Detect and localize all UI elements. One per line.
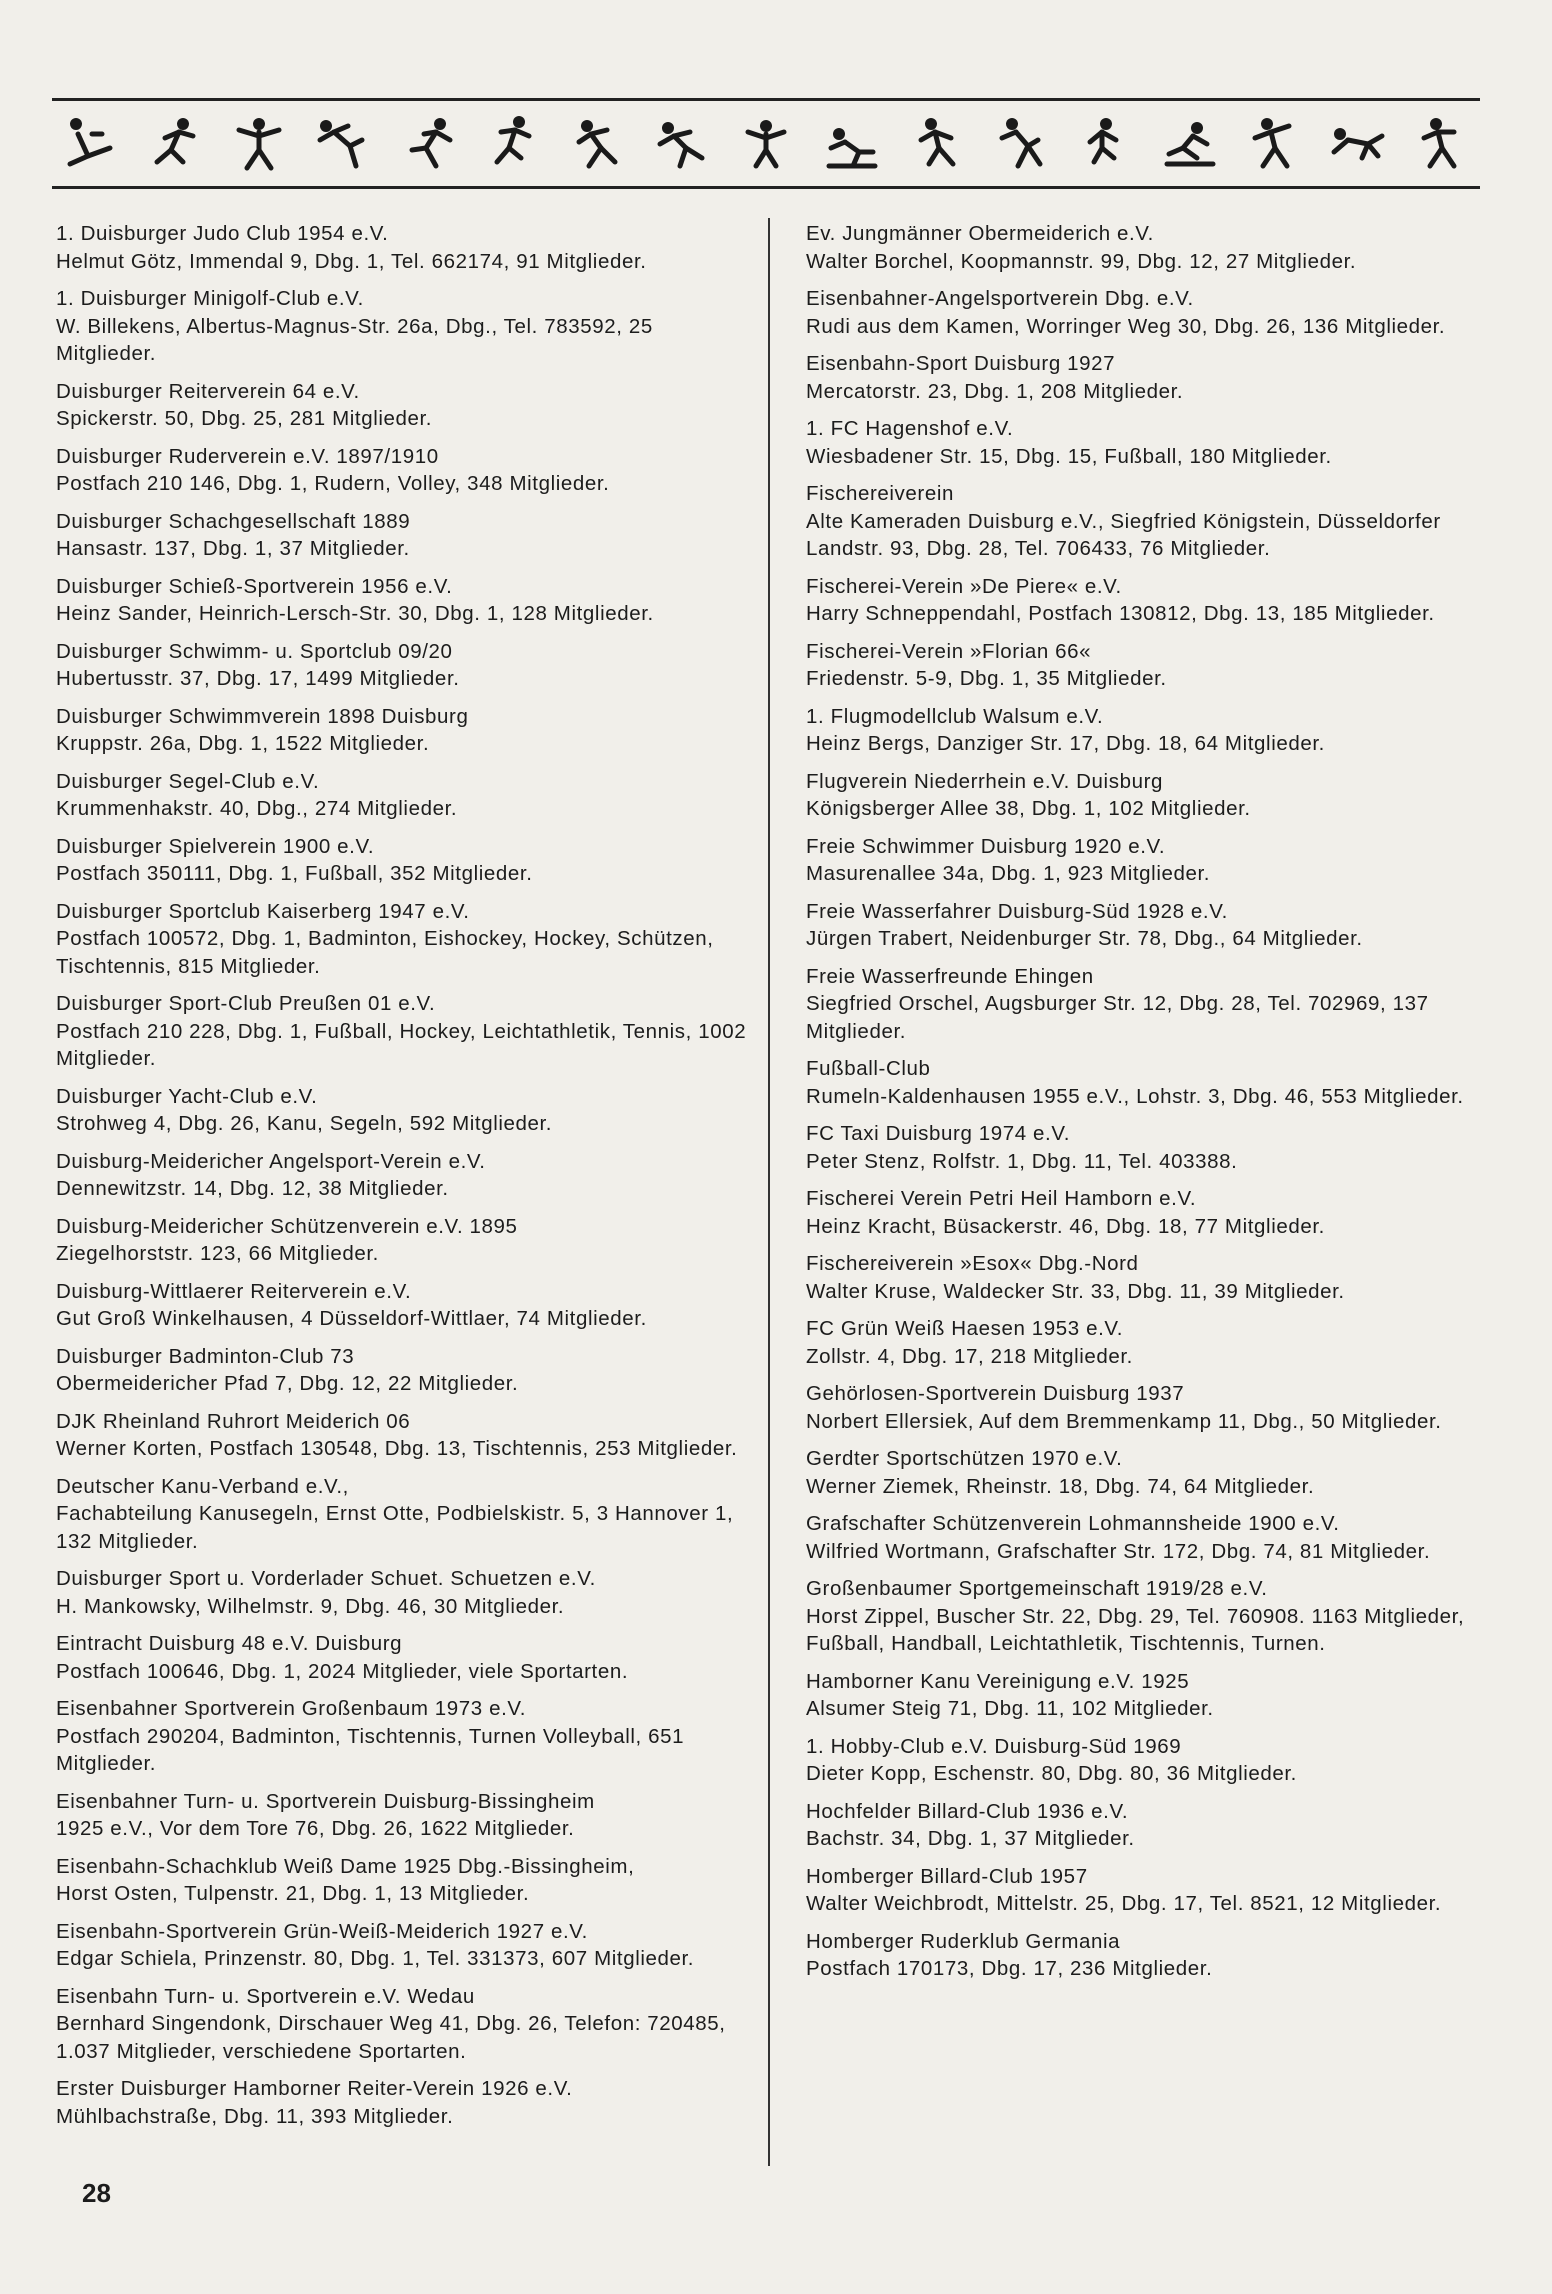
club-name: Hochfelder Billard-Club 1936 e.V. (806, 1799, 1129, 1823)
club-details: Alsumer Steig 71, Dbg. 11, 102 Mitglieder. (806, 1697, 1214, 1720)
club-details: Strohweg 4, Dbg. 26, Kanu, Segeln, 592 Mitglieder. (56, 1112, 553, 1135)
club-name: Grafschafter Schützenverein Lohmannsheide 1900 e.V. (806, 1512, 1340, 1535)
weightlifting-icon (734, 114, 798, 174)
club-entry (806, 285, 1498, 340)
column-divider (768, 218, 770, 2166)
sailing-icon (1157, 114, 1221, 174)
club-name: Eisenbahn Turn- u. Sportverein e.V. Wedau (56, 1984, 475, 2008)
club-entry (56, 990, 752, 1073)
club-entry (56, 833, 752, 888)
club-details: Werner Korten, Postfach 130548, Dbg. 13, Tischtennis, 253 Mitglieder. (56, 1437, 738, 1460)
club-entry (806, 1575, 1498, 1658)
club-details: Zollstr. 4, Dbg. 17, 218 Mitglieder. (806, 1344, 1133, 1368)
club-entry (56, 1983, 752, 2066)
club-details: Krummenhakstr. 40, Dbg., 274 Mitglieder. (56, 797, 458, 820)
club-entry (806, 1928, 1498, 1983)
club-details: Wiesbadener Str. 15, Dbg. 15, Fußball, 180 Mitglieder. (806, 444, 1332, 468)
club-entry (806, 1445, 1498, 1500)
club-name: Fischerei-Verein »Florian 66« (806, 639, 1092, 663)
club-entry (56, 1565, 752, 1620)
club-entry (56, 1473, 752, 1556)
club-name: Duisburg-Meidericher Angelsport-Verein e.V. (56, 1149, 486, 1173)
archery-icon (1410, 114, 1474, 174)
club-name: Hamborner Kanu Vereinigung e.V. 1925 (806, 1669, 1190, 1693)
club-name: Duisburger Spielverein 1900 e.V. (56, 834, 375, 858)
club-entry (806, 1250, 1498, 1305)
club-name: 1. Duisburger Judo Club 1954 e.V. (56, 222, 389, 245)
club-details: Hansastr. 137, Dbg. 1, 37 Mitglieder. (56, 537, 410, 560)
club-entry (806, 1668, 1498, 1723)
club-entry (806, 638, 1498, 693)
club-name: Fischerei Verein Petri Heil Hamborn e.V. (806, 1187, 1197, 1210)
club-name: Freie Wasserfahrer Duisburg-Süd 1928 e.V. (806, 899, 1228, 923)
club-name: Eisenbahner-Angelsportverein Dbg. e.V. (806, 287, 1194, 310)
sprint-icon (312, 114, 376, 174)
club-details: Walter Borchel, Koopmannstr. 99, Dbg. 12, 27 Mitglieder. (806, 249, 1357, 273)
club-details: Spickerstr. 50, Dbg. 25, 281 Mitglieder. (56, 407, 433, 430)
cycling-icon (1072, 114, 1136, 174)
club-name: Freie Schwimmer Duisburg 1920 e.V. (806, 834, 1166, 858)
club-name: FC Grün Weiß Haesen 1953 e.V. (806, 1317, 1124, 1340)
club-name: Eisenbahn-Sport Duisburg 1927 (806, 352, 1116, 375)
club-name: Duisburger Reiterverein 64 e.V. (56, 379, 360, 403)
club-entry (806, 220, 1498, 275)
club-name: Duisburger Ruderverein e.V. 1897/1910 (56, 444, 439, 468)
club-entry (56, 768, 752, 823)
club-name: Duisburger Sport u. Vorderlader Schuet. Schuetzen e.V. (56, 1567, 596, 1590)
club-entry (56, 220, 752, 275)
club-details: Walter Weichbrodt, Mittelstr. 25, Dbg. 17, Tel. 8521, 12 Mitglieder. (806, 1892, 1442, 1915)
club-entry (806, 1055, 1498, 1110)
club-entry (806, 573, 1498, 628)
club-details: Dennewitzstr. 14, Dbg. 12, 38 Mitglieder. (56, 1177, 449, 1200)
club-details: Postfach 210 228, Dbg. 1, Fußball, Hockey, Leichtathletik, Tennis, 1002 Mitglieder. (56, 1019, 747, 1070)
club-name: Duisburger Yacht-Club e.V. (56, 1084, 318, 1108)
fencing-icon (1241, 114, 1305, 174)
club-name: Duisburger Sport-Club Preußen 01 e.V. (56, 992, 436, 1015)
athletics-icon (143, 114, 207, 174)
club-entry (56, 1630, 752, 1685)
club-name: Erster Duisburger Hamborner Reiter-Verein 1926 e.V. (56, 2077, 573, 2100)
club-name: Großenbaumer Sportgemeinschaft 1919/28 e.V. (806, 1577, 1268, 1600)
club-details: Postfach 290204, Badminton, Tischtennis, Turnen Volleyball, 651 Mitglieder. (56, 1724, 685, 1775)
club-details: Heinz Sander, Heinrich-Lersch-Str. 30, Dbg. 1, 128 Mitglieder. (56, 602, 654, 625)
club-name: 1. FC Hagenshof e.V. (806, 417, 1014, 440)
club-details: Bernhard Singendonk, Dirschauer Weg 41, Dbg. 26, Telefon: 720485, 1.037 Mitglieder, verschiedene Sportarten. (56, 2012, 726, 2063)
club-details: Postfach 100646, Dbg. 1, 2024 Mitglieder, viele Sportarten. (56, 1659, 629, 1683)
club-entry (56, 1853, 752, 1908)
equestrian-icon (903, 114, 967, 174)
club-details: Bachstr. 34, Dbg. 1, 37 Mitglieder. (806, 1827, 1135, 1850)
swimming-icon (1326, 114, 1390, 174)
club-name: Eisenbahn-Schachklub Weiß Dame 1925 Dbg.-Bissingheim, (56, 1854, 635, 1878)
club-entry (56, 1278, 752, 1333)
club-entry (56, 1213, 752, 1268)
club-name: Eintracht Duisburg 48 e.V. Duisburg (56, 1632, 403, 1655)
hurdles-icon (396, 114, 460, 174)
club-entry (56, 443, 752, 498)
club-details: Harry Schneppendahl, Postfach 130812, Dbg. 13, 185 Mitglieder. (806, 602, 1435, 625)
club-details: Mühlbachstraße, Dbg. 11, 393 Mitglieder. (56, 2104, 454, 2128)
club-name: Eisenbahner Sportverein Großenbaum 1973 e.V. (56, 1697, 527, 1720)
club-entry (806, 1380, 1498, 1435)
club-name: Ev. Jungmänner Obermeiderich e.V. (806, 222, 1154, 245)
club-name: Fischereiverein »Esox« Dbg.-Nord (806, 1252, 1139, 1275)
judo-icon (58, 114, 122, 174)
club-name: Gehörlosen-Sportverein Duisburg 1937 (806, 1382, 1185, 1405)
sports-pictogram-strip (52, 104, 1480, 184)
club-entry (806, 1863, 1498, 1918)
club-details: Helmut Götz, Immendal 9, Dbg. 1, Tel. 662174, 91 Mitglieder. (56, 249, 647, 273)
club-details: Obermeidericher Pfad 7, Dbg. 12, 22 Mitglieder. (56, 1372, 519, 1395)
club-details: Masurenallee 34a, Dbg. 1, 923 Mitglieder. (806, 862, 1211, 885)
left-column (56, 220, 752, 2140)
club-details: Siegfried Orschel, Augsburger Str. 12, Dbg. 28, Tel. 702969, 137 Mitglieder. (806, 992, 1429, 1043)
club-entry (806, 1510, 1498, 1565)
club-name: DJK Rheinland Ruhrort Meiderich 06 (56, 1409, 411, 1433)
club-name: Flugverein Niederrhein e.V. Duisburg (806, 769, 1163, 793)
club-entry (56, 703, 752, 758)
club-entry (56, 508, 752, 563)
club-details: Mercatorstr. 23, Dbg. 1, 208 Mitglieder. (806, 379, 1184, 403)
basketball-icon (565, 114, 629, 174)
club-entry (806, 350, 1498, 405)
club-entry (56, 573, 752, 628)
club-entry (806, 1120, 1498, 1175)
club-details: Rudi aus dem Kamen, Worringer Weg 30, Dbg. 26, 136 Mitglieder. (806, 314, 1446, 338)
running-icon (650, 114, 714, 174)
club-details: Edgar Schiela, Prinzenstr. 80, Dbg. 1, Tel. 331373, 607 Mitglieder. (56, 1947, 695, 1970)
club-details: Fachabteilung Kanusegeln, Ernst Otte, Podbielskistr. 5, 3 Hannover 1, 132 Mitglieder. (56, 1502, 734, 1553)
club-name: Duisburger Schwimmverein 1898 Duisburg (56, 704, 469, 728)
club-details: Jürgen Trabert, Neidenburger Str. 78, Dbg., 64 Mitglieder. (806, 927, 1363, 950)
page-number: 28 (82, 2178, 111, 2208)
club-details: Ziegelhorststr. 123, 66 Mitglieder. (56, 1242, 379, 1265)
club-name: Eisenbahn-Sportverein Grün-Weiß-Meiderich 1927 e.V. (56, 1919, 588, 1943)
club-name: Fußball-Club (806, 1057, 931, 1080)
club-entry (56, 1343, 752, 1398)
club-name: Homberger Billard-Club 1957 (806, 1864, 1088, 1888)
bottom-rule (52, 186, 1480, 189)
club-entry (56, 2075, 752, 2130)
club-details: Dieter Kopp, Eschenstr. 80, Dbg. 80, 36 Mitglieder. (806, 1762, 1297, 1785)
wrestling-icon (988, 114, 1052, 174)
club-details: Heinz Bergs, Danziger Str. 17, Dbg. 18, 64 Mitglieder. (806, 732, 1325, 755)
club-details: Gut Groß Winkelhausen, 4 Düsseldorf-Wittlaer, 74 Mitglieder. (56, 1307, 647, 1330)
club-details: Horst Osten, Tulpenstr. 21, Dbg. 1, 13 Mitglieder. (56, 1882, 530, 1905)
club-details: Heinz Kracht, Büsackerstr. 46, Dbg. 18, 77 Mitglieder. (806, 1214, 1325, 1238)
club-name: Homberger Ruderklub Germania (806, 1929, 1121, 1953)
club-details: Kruppstr. 26a, Dbg. 1, 1522 Mitglieder. (56, 732, 430, 755)
club-entry (56, 1408, 752, 1463)
club-name: Fischerei-Verein »De Piere« e.V. (806, 574, 1122, 598)
club-details: Horst Zippel, Buscher Str. 22, Dbg. 29, Tel. 760908. 1163 Mitglieder, Fußball, Handball, Leichtathletik, Tischtennis, Turnen. (806, 1604, 1465, 1655)
top-rule (52, 98, 1480, 101)
club-details: Peter Stenz, Rolfstr. 1, Dbg. 11, Tel. 403388. (806, 1149, 1238, 1173)
club-entry (806, 768, 1498, 823)
club-details: Rumeln-Kaldenhausen 1955 e.V., Lohstr. 3, Dbg. 46, 553 Mitglieder. (806, 1084, 1464, 1108)
club-details: Hubertusstr. 37, Dbg. 17, 1499 Mitglieder. (56, 667, 460, 690)
club-name: 1. Duisburger Minigolf-Club e.V. (56, 287, 364, 310)
club-entry (56, 1788, 752, 1843)
club-name: Fischereiverein (806, 482, 954, 505)
club-details: Wilfried Wortmann, Grafschafter Str. 172, Dbg. 74, 81 Mitglieder. (806, 1539, 1431, 1563)
club-details: Postfach 170173, Dbg. 17, 236 Mitglieder. (806, 1957, 1213, 1980)
club-entry (806, 1733, 1498, 1788)
club-name: Gerdter Sportschützen 1970 e.V. (806, 1447, 1123, 1470)
club-entry (806, 1315, 1498, 1370)
club-entry (806, 703, 1498, 758)
club-name: Deutscher Kanu-Verband e.V., (56, 1474, 349, 1498)
club-entry (806, 1798, 1498, 1853)
club-details: H. Mankowsky, Wilhelmstr. 9, Dbg. 46, 30 Mitglieder. (56, 1594, 565, 1618)
club-details: W. Billekens, Albertus-Magnus-Str. 26a, Dbg., Tel. 783592, 25 Mitglieder. (56, 314, 653, 365)
right-column (806, 220, 1498, 1993)
club-details: Norbert Ellersiek, Auf dem Bremmenkamp 11, Dbg., 50 Mitglieder. (806, 1409, 1442, 1433)
club-name: Duisburg-Wittlaerer Reiterverein e.V. (56, 1279, 412, 1303)
club-name: Duisburger Schachgesellschaft 1889 (56, 509, 411, 533)
club-entry (806, 1185, 1498, 1240)
club-entry (56, 1695, 752, 1778)
club-name: Duisburger Segel-Club e.V. (56, 769, 320, 793)
club-name: 1. Flugmodellclub Walsum e.V. (806, 704, 1104, 728)
club-entry (56, 898, 752, 981)
club-entry (806, 963, 1498, 1046)
rowing-icon (819, 114, 883, 174)
club-details: Postfach 210 146, Dbg. 1, Rudern, Volley, 348 Mitglieder. (56, 472, 610, 495)
club-details: 1925 e.V., Vor dem Tore 76, Dbg. 26, 1622 Mitglieder. (56, 1817, 575, 1840)
club-name: Duisburger Schieß-Sportverein 1956 e.V. (56, 574, 453, 598)
club-name: FC Taxi Duisburg 1974 e.V. (806, 1122, 1071, 1145)
club-entry (806, 415, 1498, 470)
club-name: 1. Hobby-Club e.V. Duisburg-Süd 1969 (806, 1734, 1182, 1758)
club-entry (56, 1148, 752, 1203)
club-entry (56, 1083, 752, 1138)
club-name: Freie Wasserfreunde Ehingen (806, 964, 1094, 988)
club-name: Eisenbahner Turn- u. Sportverein Duisburg-Bissingheim (56, 1789, 595, 1813)
football-icon (481, 114, 545, 174)
club-entry (56, 638, 752, 693)
club-details: Postfach 350111, Dbg. 1, Fußball, 352 Mitglieder. (56, 862, 533, 885)
club-entry (806, 480, 1498, 563)
club-name: Duisburger Schwimm- u. Sportclub 09/20 (56, 639, 453, 663)
club-name: Duisburg-Meidericher Schützenverein e.V. 1895 (56, 1214, 518, 1238)
club-details: Werner Ziemek, Rheinstr. 18, Dbg. 74, 64 Mitglieder. (806, 1474, 1315, 1498)
gymnastics-icon (227, 114, 291, 174)
club-entry (56, 378, 752, 433)
club-entry (806, 833, 1498, 888)
club-name: Duisburger Badminton-Club 73 (56, 1344, 355, 1368)
club-entry (806, 898, 1498, 953)
club-details: Königsberger Allee 38, Dbg. 1, 102 Mitglieder. (806, 797, 1251, 820)
club-details: Postfach 100572, Dbg. 1, Badminton, Eishockey, Hockey, Schützen, Tischtennis, 815 Mitglieder. (56, 927, 714, 978)
club-details: Walter Kruse, Waldecker Str. 33, Dbg. 11, 39 Mitglieder. (806, 1279, 1345, 1303)
club-details: Alte Kameraden Duisburg e.V., Siegfried Königstein, Düsseldorfer Landstr. 93, Dbg. 28, Tel. 706433, 76 Mitglieder. (806, 509, 1441, 560)
club-entry (56, 1918, 752, 1973)
club-name: Duisburger Sportclub Kaiserberg 1947 e.V. (56, 899, 470, 923)
club-details: Friedenstr. 5-9, Dbg. 1, 35 Mitglieder. (806, 667, 1167, 690)
club-entry (56, 285, 752, 368)
